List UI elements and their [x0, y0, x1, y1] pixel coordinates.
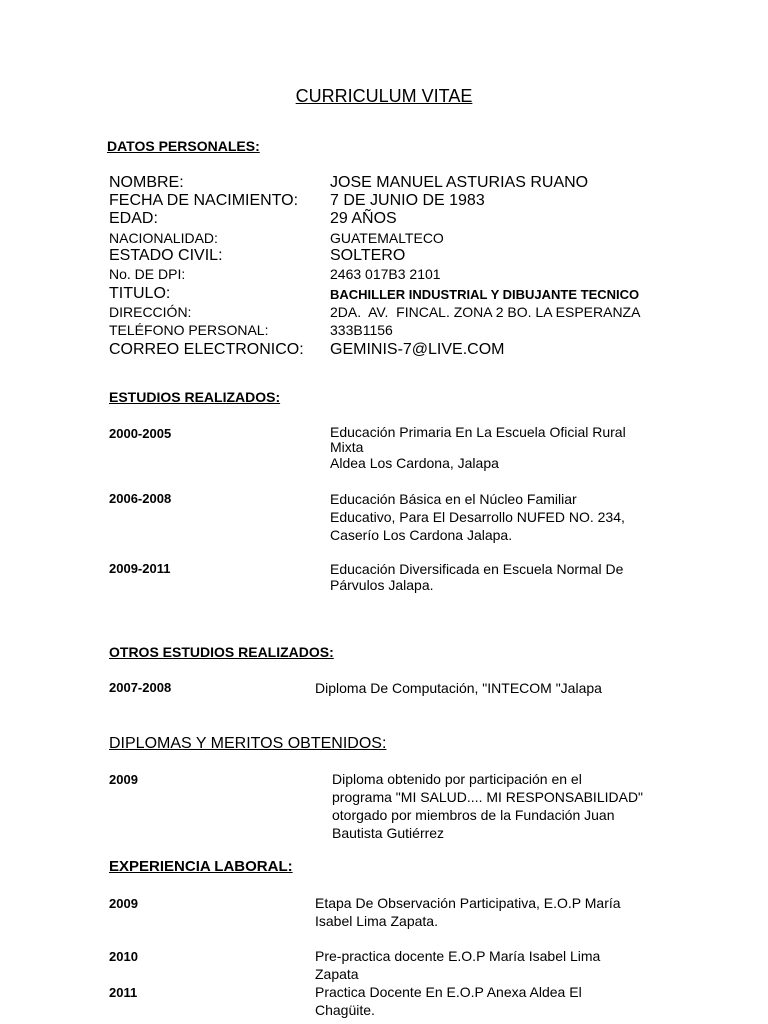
field-value-nacionalidad: GUATEMALTECO: [330, 230, 444, 246]
description-line: otorgado por miembros de la Fundación Juan: [332, 807, 615, 823]
studies-description: [330, 425, 670, 472]
other-studies-heading: OTROS ESTUDIOS REALIZADOS:: [109, 644, 334, 660]
field-value-correo: GEMINIS-7@LIVE.COM: [330, 341, 505, 358]
field-value-direccion: 2DA. AV. FINCAL. ZONA 2 BO. LA ESPERANZA: [330, 304, 641, 320]
description-line: Diploma De Computación, "INTECOM "Jalapa: [315, 680, 602, 696]
description-line: Aldea Los Cardona, Jalapa: [330, 455, 499, 471]
document-title: CURRICULUM VITAE: [295, 86, 473, 106]
experience-year: 2010: [109, 949, 138, 964]
studies-description: [330, 561, 670, 593]
experience-year: 2011: [109, 985, 138, 1000]
field-label-telefono: TELÉFONO PERSONAL:: [109, 322, 269, 338]
field-label-fecha-nacimiento: FECHA DE NACIMIENTO:: [109, 192, 299, 209]
field-value-fecha-nacimiento: 7 DE JUNIO DE 1983: [330, 192, 485, 209]
experience-description: [315, 894, 675, 930]
field-label-titulo: TITULO:: [109, 285, 171, 302]
studies-year: 2009-2011: [109, 561, 171, 576]
description-line: Bautista Gutiérrez: [332, 825, 445, 841]
field-value-dpi: 2463 017B3 2101: [330, 266, 441, 282]
studies-year: 2006-2008: [109, 491, 172, 506]
field-value-nombre: JOSE MANUEL ASTURIAS RUANO: [330, 174, 589, 191]
personal-data-heading-colon: :: [255, 138, 260, 154]
description-line: Párvulos Jalapa.: [330, 577, 434, 593]
description-line: Etapa De Observación Participativa, E.O.P María: [315, 895, 621, 911]
description-line: Practica Docente En E.O.P Anexa Aldea El: [315, 984, 582, 1000]
diplomas-year: 2009: [109, 772, 138, 787]
field-label-correo: CORREO ELECTRONICO:: [109, 341, 304, 358]
personal-data-heading-text: DATOS PERSONALES: [107, 138, 256, 154]
studies-year: 2000-2005: [109, 426, 172, 441]
field-label-nacionalidad: NACIONALIDAD:: [109, 230, 218, 246]
field-value-edad: 29 AÑOS: [330, 210, 397, 227]
description-line: Zapata: [315, 966, 359, 982]
diplomas-heading: DIPLOMAS Y MERITOS OBTENIDOS:: [109, 735, 387, 752]
studies-description: [330, 490, 670, 544]
other-studies-year: 2007-2008: [109, 680, 172, 695]
description-line: Chagüite.: [315, 1002, 375, 1018]
field-value-estado-civil: SOLTERO: [330, 247, 406, 264]
experience-year: 2009: [109, 896, 138, 911]
other-studies-description: [315, 679, 675, 697]
personal-data-heading: [107, 138, 260, 154]
studies-heading: ESTUDIOS REALIZADOS:: [109, 389, 281, 405]
description-line: Educación Básica en el Núcleo Familiar: [330, 491, 577, 507]
experience-heading: EXPERIENCIA LABORAL:: [109, 858, 293, 875]
description-line: Educación Diversificada en Escuela Normal De: [330, 561, 624, 577]
description-line: Isabel Lima Zapata.: [315, 913, 438, 929]
description-line: Pre-practica docente E.O.P María Isabel Lima: [315, 948, 601, 964]
field-label-estado-civil: ESTADO CIVIL:: [109, 247, 223, 264]
field-label-dpi: No. DE DPI:: [109, 266, 186, 282]
diplomas-description: [332, 770, 672, 842]
field-value-telefono: 333B1156: [330, 322, 393, 338]
description-line: Mixta: [330, 439, 364, 455]
description-line: Educativo, Para El Desarrollo NUFED NO. 234,: [330, 509, 625, 525]
field-value-titulo: BACHILLER INDUSTRIAL Y DIBUJANTE TECNICO: [330, 287, 640, 302]
experience-description: [315, 947, 675, 983]
field-label-edad: EDAD:: [109, 210, 158, 227]
description-line: Caserío Los Cardona Jalapa.: [330, 527, 513, 543]
description-line: Diploma obtenido por participación en el: [332, 771, 582, 787]
description-line: Educación Primaria En La Escuela Oficial Rural: [330, 424, 626, 440]
field-label-nombre: NOMBRE:: [109, 174, 184, 191]
field-label-direccion: DIRECCIÓN:: [109, 304, 192, 320]
experience-description: [315, 983, 675, 1019]
description-line: programa "MI SALUD.... MI RESPONSABILIDAD": [332, 789, 644, 805]
